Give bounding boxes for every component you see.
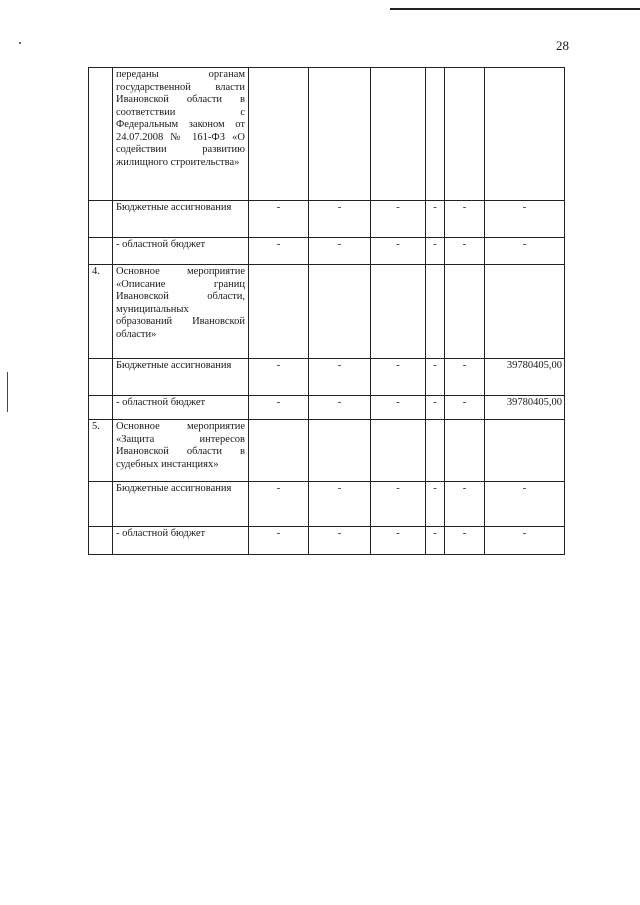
description-cell: Бюджетные ассигнования — [113, 359, 249, 396]
value-cell: - — [309, 201, 371, 238]
table-row — [89, 238, 565, 265]
table-row — [89, 68, 565, 201]
value-cell — [309, 420, 371, 482]
description-cell: Бюджетные ассигнования — [113, 482, 249, 527]
table-row — [89, 265, 565, 359]
value-cell: - — [426, 482, 445, 527]
value-cell — [485, 68, 565, 201]
value-cell: - — [309, 482, 371, 527]
value-cell — [426, 420, 445, 482]
description-cell: - областной бюджет — [113, 238, 249, 265]
value-cell: - — [426, 527, 445, 555]
value-cell: - — [371, 359, 426, 396]
description-cell: - областной бюджет — [113, 527, 249, 555]
item-number-cell: 5. — [89, 420, 113, 482]
value-cell: - — [371, 201, 426, 238]
value-cell: - — [426, 396, 445, 420]
item-number-cell — [89, 527, 113, 555]
value-cell: - — [371, 238, 426, 265]
value-cell — [485, 265, 565, 359]
table-row — [89, 359, 565, 396]
value-cell: 39780405,00 — [485, 359, 565, 396]
table-row — [89, 482, 565, 527]
value-cell: - — [309, 359, 371, 396]
budget-table — [88, 67, 565, 555]
item-number-cell: 4. — [89, 265, 113, 359]
value-cell: - — [485, 527, 565, 555]
description-cell: Основное мероприятие «Защита интересов Ивановской области в судебных инстанциях» — [113, 420, 249, 482]
top-rule — [390, 8, 640, 10]
value-cell — [426, 68, 445, 201]
item-number-cell — [89, 359, 113, 396]
value-cell — [371, 265, 426, 359]
description-cell: переданы органам государственной власти Ивановской области в соответствии с Федеральным законом от 24.07.2008 № 161-ФЗ «О содействии развитию жилищного строительства» — [113, 68, 249, 201]
value-cell: - — [426, 238, 445, 265]
value-cell: - — [426, 201, 445, 238]
value-cell — [426, 265, 445, 359]
value-cell: - — [445, 527, 485, 555]
value-cell — [445, 420, 485, 482]
value-cell — [445, 68, 485, 201]
value-cell: - — [445, 482, 485, 527]
value-cell — [371, 68, 426, 201]
value-cell: - — [249, 201, 309, 238]
value-cell — [249, 68, 309, 201]
value-cell: - — [445, 359, 485, 396]
value-cell: - — [485, 201, 565, 238]
value-cell — [309, 68, 371, 201]
item-number-cell — [89, 68, 113, 201]
table-row — [89, 201, 565, 238]
description-cell: Бюджетные ассигнования — [113, 201, 249, 238]
description-cell: Основное мероприятие «Описание границ Ивановской области, муниципальных образований Ивановской области» — [113, 265, 249, 359]
value-cell: - — [249, 238, 309, 265]
value-cell: - — [426, 359, 445, 396]
item-number-cell — [89, 482, 113, 527]
value-cell — [485, 420, 565, 482]
value-cell — [371, 420, 426, 482]
value-cell: - — [371, 482, 426, 527]
table-row — [89, 420, 565, 482]
value-cell: - — [249, 482, 309, 527]
value-cell: - — [371, 396, 426, 420]
value-cell: 39780405,00 — [485, 396, 565, 420]
value-cell: - — [309, 238, 371, 265]
description-cell: - областной бюджет — [113, 396, 249, 420]
value-cell: - — [485, 482, 565, 527]
value-cell: - — [445, 396, 485, 420]
value-cell — [249, 265, 309, 359]
scan-speck — [19, 42, 21, 44]
page-number: 28 — [556, 38, 569, 53]
value-cell — [445, 265, 485, 359]
value-cell: - — [309, 527, 371, 555]
value-cell: - — [371, 527, 426, 555]
table-row — [89, 396, 565, 420]
value-cell: - — [485, 238, 565, 265]
value-cell: - — [445, 238, 485, 265]
item-number-cell — [89, 238, 113, 265]
item-number-cell — [89, 201, 113, 238]
value-cell: - — [309, 396, 371, 420]
margin-mark — [7, 372, 8, 412]
table-row — [89, 527, 565, 555]
value-cell: - — [249, 527, 309, 555]
value-cell — [249, 420, 309, 482]
value-cell: - — [249, 359, 309, 396]
item-number-cell — [89, 396, 113, 420]
value-cell: - — [445, 201, 485, 238]
value-cell: - — [249, 396, 309, 420]
value-cell — [309, 265, 371, 359]
